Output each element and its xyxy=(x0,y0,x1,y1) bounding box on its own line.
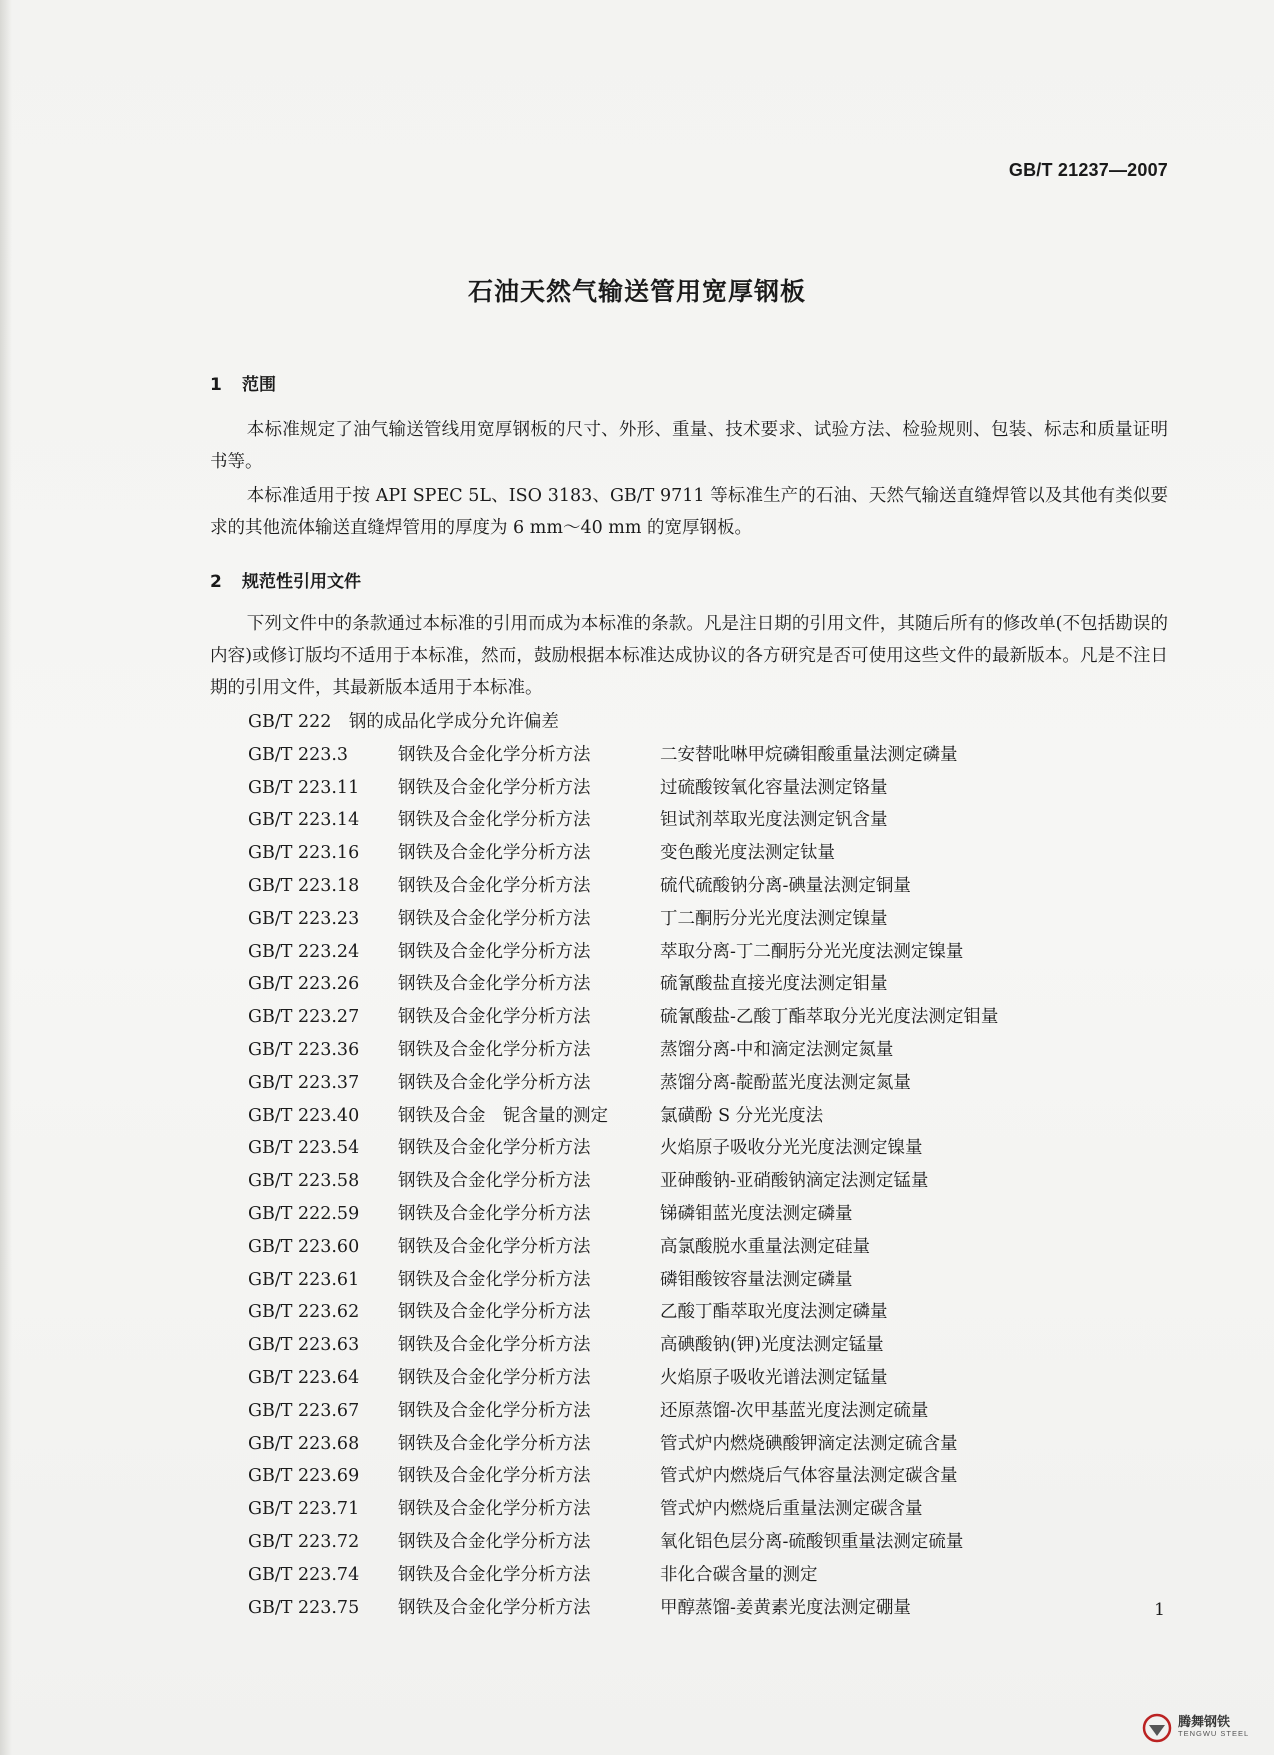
reference-code: GB/T 223.37 xyxy=(248,1072,360,1093)
reference-item xyxy=(248,1395,1148,1428)
reference-item xyxy=(248,1100,1148,1133)
reference-subject: 钢铁及合金化学分析方法 xyxy=(398,1203,591,1224)
reference-topic: 还原蒸馏-次甲基蓝光度法测定硫量 xyxy=(660,1400,929,1421)
reference-subject: 钢铁及合金化学分析方法 xyxy=(398,1531,591,1552)
reference-topic: 高碘酸钠(钾)光度法测定锰量 xyxy=(660,1335,884,1356)
reference-topic: 氯磺酚 S 分光光度法 xyxy=(660,1105,824,1126)
reference-subject: 钢铁及合金化学分析方法 xyxy=(398,1367,591,1388)
reference-subject: 钢铁及合金化学分析方法 xyxy=(398,1269,591,1290)
reference-code: GB/T 223.36 xyxy=(248,1039,360,1060)
reference-code: GB/T 223.18 xyxy=(248,875,360,896)
reference-topic: 蒸馏分离-中和滴定法测定氮量 xyxy=(660,1039,894,1060)
reference-list xyxy=(248,706,1148,1624)
reference-topic: 二安替吡啉甲烷磷钼酸重量法测定磷量 xyxy=(660,744,958,765)
reference-item xyxy=(248,1132,1148,1165)
reference-subject: 钢铁及合金化学分析方法 xyxy=(398,1466,591,1487)
section-heading-normative-references xyxy=(210,567,361,592)
reference-topic: 管式炉内燃烧碘酸钾滴定法测定硫含量 xyxy=(660,1433,958,1454)
reference-subject: 钢铁及合金化学分析方法 xyxy=(398,1499,591,1520)
reference-subject: 钢铁及合金化学分析方法 xyxy=(398,777,591,798)
reference-code: GB/T 223.54 xyxy=(248,1138,360,1159)
section-heading-scope xyxy=(210,370,276,395)
reference-topic: 变色酸光度法测定钛量 xyxy=(660,843,835,864)
reference-code: GB/T 223.40 xyxy=(248,1105,360,1126)
reference-subject: 钢铁及合金化学分析方法 xyxy=(398,875,591,896)
reference-item xyxy=(248,1493,1148,1526)
reference-topic: 管式炉内燃烧后气体容量法测定碳含量 xyxy=(660,1466,958,1487)
reference-topic: 硫氰酸盐直接光度法测定钼量 xyxy=(660,974,888,995)
reference-code: GB/T 223.3 xyxy=(248,744,349,765)
reference-item xyxy=(248,739,1148,772)
reference-topic: 火焰原子吸收光谱法测定锰量 xyxy=(660,1367,888,1388)
reference-code: GB/T 223.14 xyxy=(248,810,360,831)
reference-topic: 管式炉内燃烧后重量法测定碳含量 xyxy=(660,1499,923,1520)
reference-code: GB/T 223.27 xyxy=(248,1007,360,1028)
reference-topic: 锑磷钼蓝光度法测定磷量 xyxy=(660,1203,853,1224)
reference-code: GB/T 223.26 xyxy=(248,974,360,995)
reference-item xyxy=(248,936,1148,969)
reference-topic: 火焰原子吸收分光光度法测定镍量 xyxy=(660,1138,923,1159)
logo-text: 腾舞钢铁 xyxy=(1178,1715,1231,1730)
reference-item xyxy=(248,837,1148,870)
reference-text: GB/T 222 钢的成品化学成分允许偏差 xyxy=(248,712,559,732)
reference-topic: 蒸馏分离-靛酚蓝光度法测定氮量 xyxy=(660,1072,911,1093)
reference-item xyxy=(248,1362,1148,1395)
reference-topic: 甲醇蒸馏-姜黄素光度法测定硼量 xyxy=(660,1597,911,1618)
reference-code: GB/T 223.62 xyxy=(248,1302,360,1323)
reference-subject: 钢铁及合金化学分析方法 xyxy=(398,843,591,864)
reference-topic: 磷钼酸铵容量法测定磷量 xyxy=(660,1269,853,1290)
reference-subject: 钢铁及合金化学分析方法 xyxy=(398,1564,591,1585)
reference-item xyxy=(248,870,1148,903)
references-intro-paragraph: 下列文件中的条款通过本标准的引用而成为本标准的条款。凡是注日期的引用文件，其随后所有的修改单(不包括勘误的内容)或修订版均不适用于本标准，然而，鼓励根据本标准达成协议的各方研究是否可使用这些文件的最新版本。凡是不注日期的引用文件，其最新版本适用于本标准。 xyxy=(210,614,1168,698)
reference-topic: 硫代硫酸钠分离-碘量法测定铜量 xyxy=(660,875,911,896)
reference-item xyxy=(248,1001,1148,1034)
standard-code: GB/T 21237—2007 xyxy=(1008,160,1168,180)
reference-topic: 氧化铝色层分离-硫酸钡重量法测定硫量 xyxy=(660,1531,964,1552)
reference-subject: 钢铁及合金化学分析方法 xyxy=(398,1302,591,1323)
section-number: 1 xyxy=(210,375,222,395)
reference-item xyxy=(248,1329,1148,1362)
reference-subject: 钢铁及合金化学分析方法 xyxy=(398,1039,591,1060)
reference-code: GB/T 223.16 xyxy=(248,843,360,864)
reference-subject: 钢铁及合金化学分析方法 xyxy=(398,1433,591,1454)
reference-topic: 萃取分离-丁二酮肟分光光度法测定镍量 xyxy=(660,941,964,962)
reference-item xyxy=(248,968,1148,1001)
reference-code: GB/T 223.75 xyxy=(248,1597,360,1618)
reference-item xyxy=(248,1231,1148,1264)
reference-item xyxy=(248,1264,1148,1297)
reference-subject: 钢铁及合金化学分析方法 xyxy=(398,1072,591,1093)
reference-topic: 过硫酸铵氧化容量法测定铬量 xyxy=(660,777,888,798)
reference-code: GB/T 223.71 xyxy=(248,1499,360,1520)
reference-subject: 钢铁及合金 铌含量的测定 xyxy=(398,1105,608,1126)
reference-code: GB/T 222.59 xyxy=(248,1203,360,1224)
reference-code: GB/T 223.72 xyxy=(248,1531,360,1552)
reference-topic: 乙酸丁酯萃取光度法测定磷量 xyxy=(660,1302,888,1323)
reference-subject: 钢铁及合金化学分析方法 xyxy=(398,1236,591,1257)
reference-topic: 钽试剂萃取光度法测定钒含量 xyxy=(660,810,888,831)
reference-code: GB/T 223.61 xyxy=(248,1269,360,1290)
reference-subject: 钢铁及合金化学分析方法 xyxy=(398,1400,591,1421)
section-title: 范围 xyxy=(242,375,276,395)
document-title: 石油天然气输送管用宽厚钢板 xyxy=(467,277,806,306)
reference-topic: 硫氰酸盐-乙酸丁酯萃取分光光度法测定钼量 xyxy=(660,1007,999,1028)
scope-paragraph-1: 本标准规定了油气输送管线用宽厚钢板的尺寸、外形、重量、技术要求、试验方法、检验规则、包装、标志和质量证明书等。 xyxy=(210,420,1168,472)
reference-topic: 非化合碳含量的测定 xyxy=(660,1564,818,1585)
reference-item xyxy=(248,804,1148,837)
reference-topic: 高氯酸脱水重量法测定硅量 xyxy=(660,1236,870,1257)
reference-item xyxy=(248,706,1148,739)
reference-subject: 钢铁及合金化学分析方法 xyxy=(398,941,591,962)
reference-subject: 钢铁及合金化学分析方法 xyxy=(398,1171,591,1192)
reference-code: GB/T 223.24 xyxy=(248,941,360,962)
reference-code: GB/T 223.74 xyxy=(248,1564,360,1585)
reference-code: GB/T 223.11 xyxy=(248,777,360,798)
reference-item xyxy=(248,1296,1148,1329)
reference-subject: 钢铁及合金化学分析方法 xyxy=(398,974,591,995)
reference-code: GB/T 223.68 xyxy=(248,1433,360,1454)
reference-subject: 钢铁及合金化学分析方法 xyxy=(398,1138,591,1159)
reference-subject: 钢铁及合金化学分析方法 xyxy=(398,1335,591,1356)
reference-item xyxy=(248,903,1148,936)
reference-code: GB/T 223.60 xyxy=(248,1236,360,1257)
reference-item xyxy=(248,1428,1148,1461)
reference-subject: 钢铁及合金化学分析方法 xyxy=(398,908,591,929)
reference-item xyxy=(248,1559,1148,1592)
reference-subject: 钢铁及合金化学分析方法 xyxy=(398,1007,591,1028)
reference-code: GB/T 223.67 xyxy=(248,1400,360,1421)
reference-item xyxy=(248,1067,1148,1100)
company-logo xyxy=(1142,1711,1260,1745)
reference-item xyxy=(248,1034,1148,1067)
reference-item xyxy=(248,772,1148,805)
reference-code: GB/T 223.64 xyxy=(248,1367,360,1388)
reference-code: GB/T 223.23 xyxy=(248,908,360,929)
reference-subject: 钢铁及合金化学分析方法 xyxy=(398,1597,591,1618)
logo-subtext: TENGWU STEEL xyxy=(1178,1729,1250,1738)
reference-code: GB/T 223.63 xyxy=(248,1335,360,1356)
reference-topic: 亚砷酸钠-亚硝酸钠滴定法测定锰量 xyxy=(660,1171,929,1192)
reference-code: GB/T 223.58 xyxy=(248,1171,360,1192)
reference-subject: 钢铁及合金化学分析方法 xyxy=(398,744,591,765)
reference-item xyxy=(248,1460,1148,1493)
reference-item xyxy=(248,1592,1148,1625)
reference-item xyxy=(248,1198,1148,1231)
company-logo-icon xyxy=(1142,1713,1172,1743)
reference-code: GB/T 223.69 xyxy=(248,1466,360,1487)
reference-item xyxy=(248,1165,1148,1198)
page-number: 1 xyxy=(1154,1600,1165,1620)
reference-topic: 丁二酮肟分光光度法测定镍量 xyxy=(660,908,888,929)
section-title: 规范性引用文件 xyxy=(242,572,361,592)
scope-paragraph-2: 本标准适用于按 API SPEC 5L、ISO 3183、GB/T 9711 等标准生产的石油、天然气输送直缝焊管以及其他有类似要求的其他流体输送直缝焊管用的厚度为 6 mm～40 mm 的宽厚钢板。 xyxy=(210,486,1168,538)
reference-item xyxy=(248,1526,1148,1559)
section-number: 2 xyxy=(210,572,222,592)
reference-subject: 钢铁及合金化学分析方法 xyxy=(398,810,591,831)
